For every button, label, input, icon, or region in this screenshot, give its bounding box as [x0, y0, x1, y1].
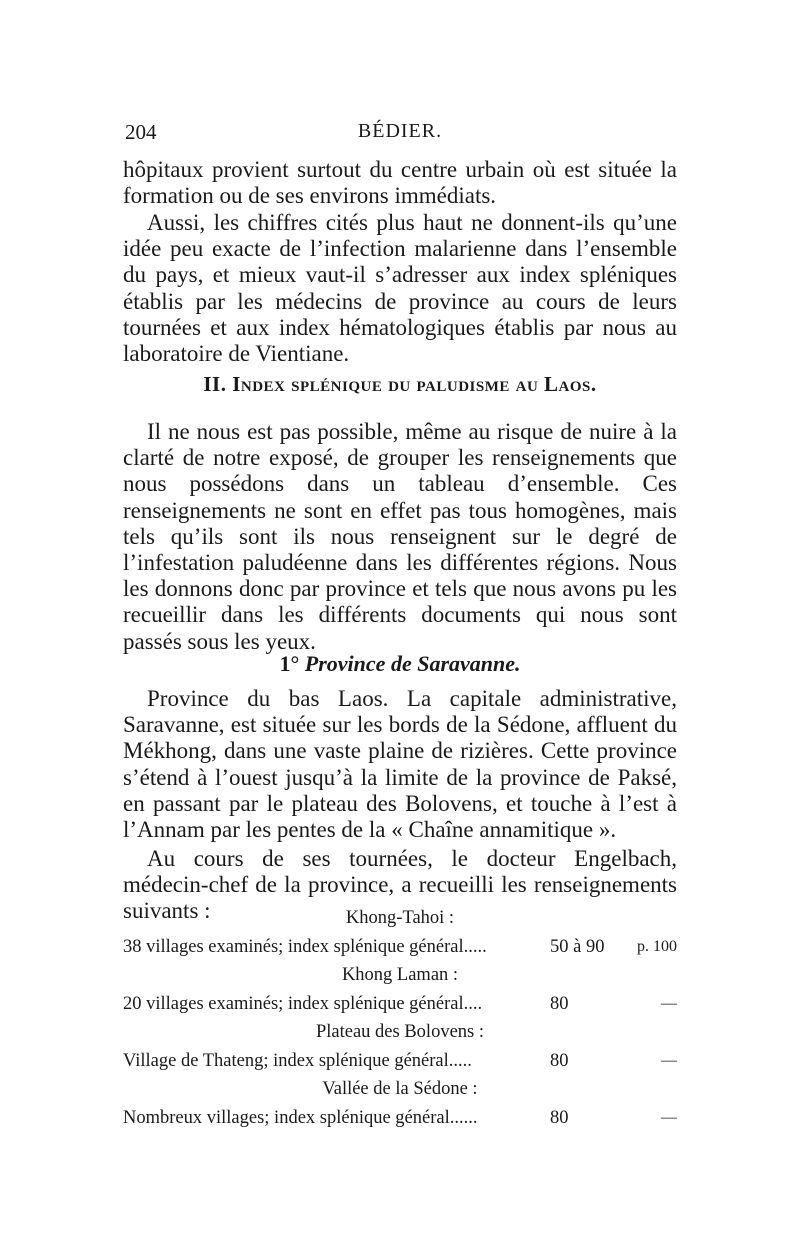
table-row	[123, 989, 677, 1019]
table-row	[123, 932, 677, 962]
group-title: Khong-Tahoi :	[345, 908, 455, 928]
row-label: Nombreux villages; index splénique général......	[123, 1108, 478, 1128]
paragraph-text: Au cours de ses tournées, le docteur Engelbach, médecin-chef de la province, a recueilli les renseignements suivants :	[123, 846, 677, 924]
paragraph-index-intro	[123, 210, 677, 367]
running-head: BÉDIER.	[357, 120, 443, 142]
row-value: 50 à 90	[550, 937, 605, 957]
table-row	[123, 1103, 677, 1133]
row-label: Village de Thateng; index splénique général.....	[123, 1051, 472, 1071]
paragraph-text: Aussi, les chiffres cités plus haut ne donnent-ils qu’une idée peu exacte de l’infection malarienne dans l’ensemble du pays, et mieux vaut-il s’adresser aux index spléniques établis par les médecins de province au cours de leurs tournées et aux index hématologiques établis par nous au laboratoire de Vientiane.	[123, 210, 677, 367]
paragraph-text: Il ne nous est pas possible, même au risque de nuire à la clarté de notre exposé, de grouper les renseignements que nous possédons dans un tableau d’ensemble. Ces renseignements ne sont en effet pas tous homogènes, mais tels qu’ils sont ils nous renseignent sur le degré de l’infestation paludéenne dans les différentes régions. Nous les donnons donc par province et tels que nous avons pu les recueillir dans les différents documents qui nous sont passés sous les yeux.	[123, 419, 677, 654]
section-heading	[123, 372, 677, 397]
paragraph-text: Province du bas Laos. La capitale administrative, Saravanne, est située sur les bords de la Sédone, affluent du Mékhong, dans une vaste plaine de rizières. Cette province s’étend à l’ouest jusqu’à la limite de la province de Paksé, en passant par le plateau des Bolovens, et touche à l’est à l’Annam par les pentes de la « Chaîne annamitique ».	[123, 686, 677, 843]
subsection-title: Province de Saravanne.	[304, 651, 521, 676]
subsection-heading	[123, 651, 677, 677]
group-title: Khong Laman :	[341, 965, 459, 985]
row-unit: —	[661, 1109, 677, 1126]
row-unit: —	[661, 995, 677, 1012]
row-value: 80	[550, 1051, 569, 1071]
row-value: 80	[550, 994, 569, 1014]
paragraph-method	[123, 419, 677, 655]
row-unit: —	[661, 1052, 677, 1069]
row-unit: p. 100	[637, 938, 677, 955]
splenic-index-table	[123, 905, 677, 1133]
paragraph-province-description	[123, 686, 677, 843]
row-label: 20 villages examinés; index splénique général....	[123, 994, 483, 1014]
row-value: 80	[550, 1108, 569, 1128]
table-row	[123, 1046, 677, 1076]
paragraph-continuation: hôpitaux provient surtout du centre urbain où est située la formation ou de ses environs immédiats.	[123, 157, 677, 209]
page-header	[125, 120, 675, 148]
row-label: 38 villages examinés; index splénique général.....	[123, 937, 487, 957]
section-numeral: II.	[203, 372, 227, 396]
page-number: 204	[125, 120, 157, 144]
group-title: Vallée de la Sédone :	[322, 1079, 478, 1099]
subsection-number: 1°	[279, 651, 300, 676]
group-title: Plateau des Bolovens :	[315, 1022, 485, 1042]
section-title: Index splénique du paludisme au Laos.	[232, 372, 597, 396]
